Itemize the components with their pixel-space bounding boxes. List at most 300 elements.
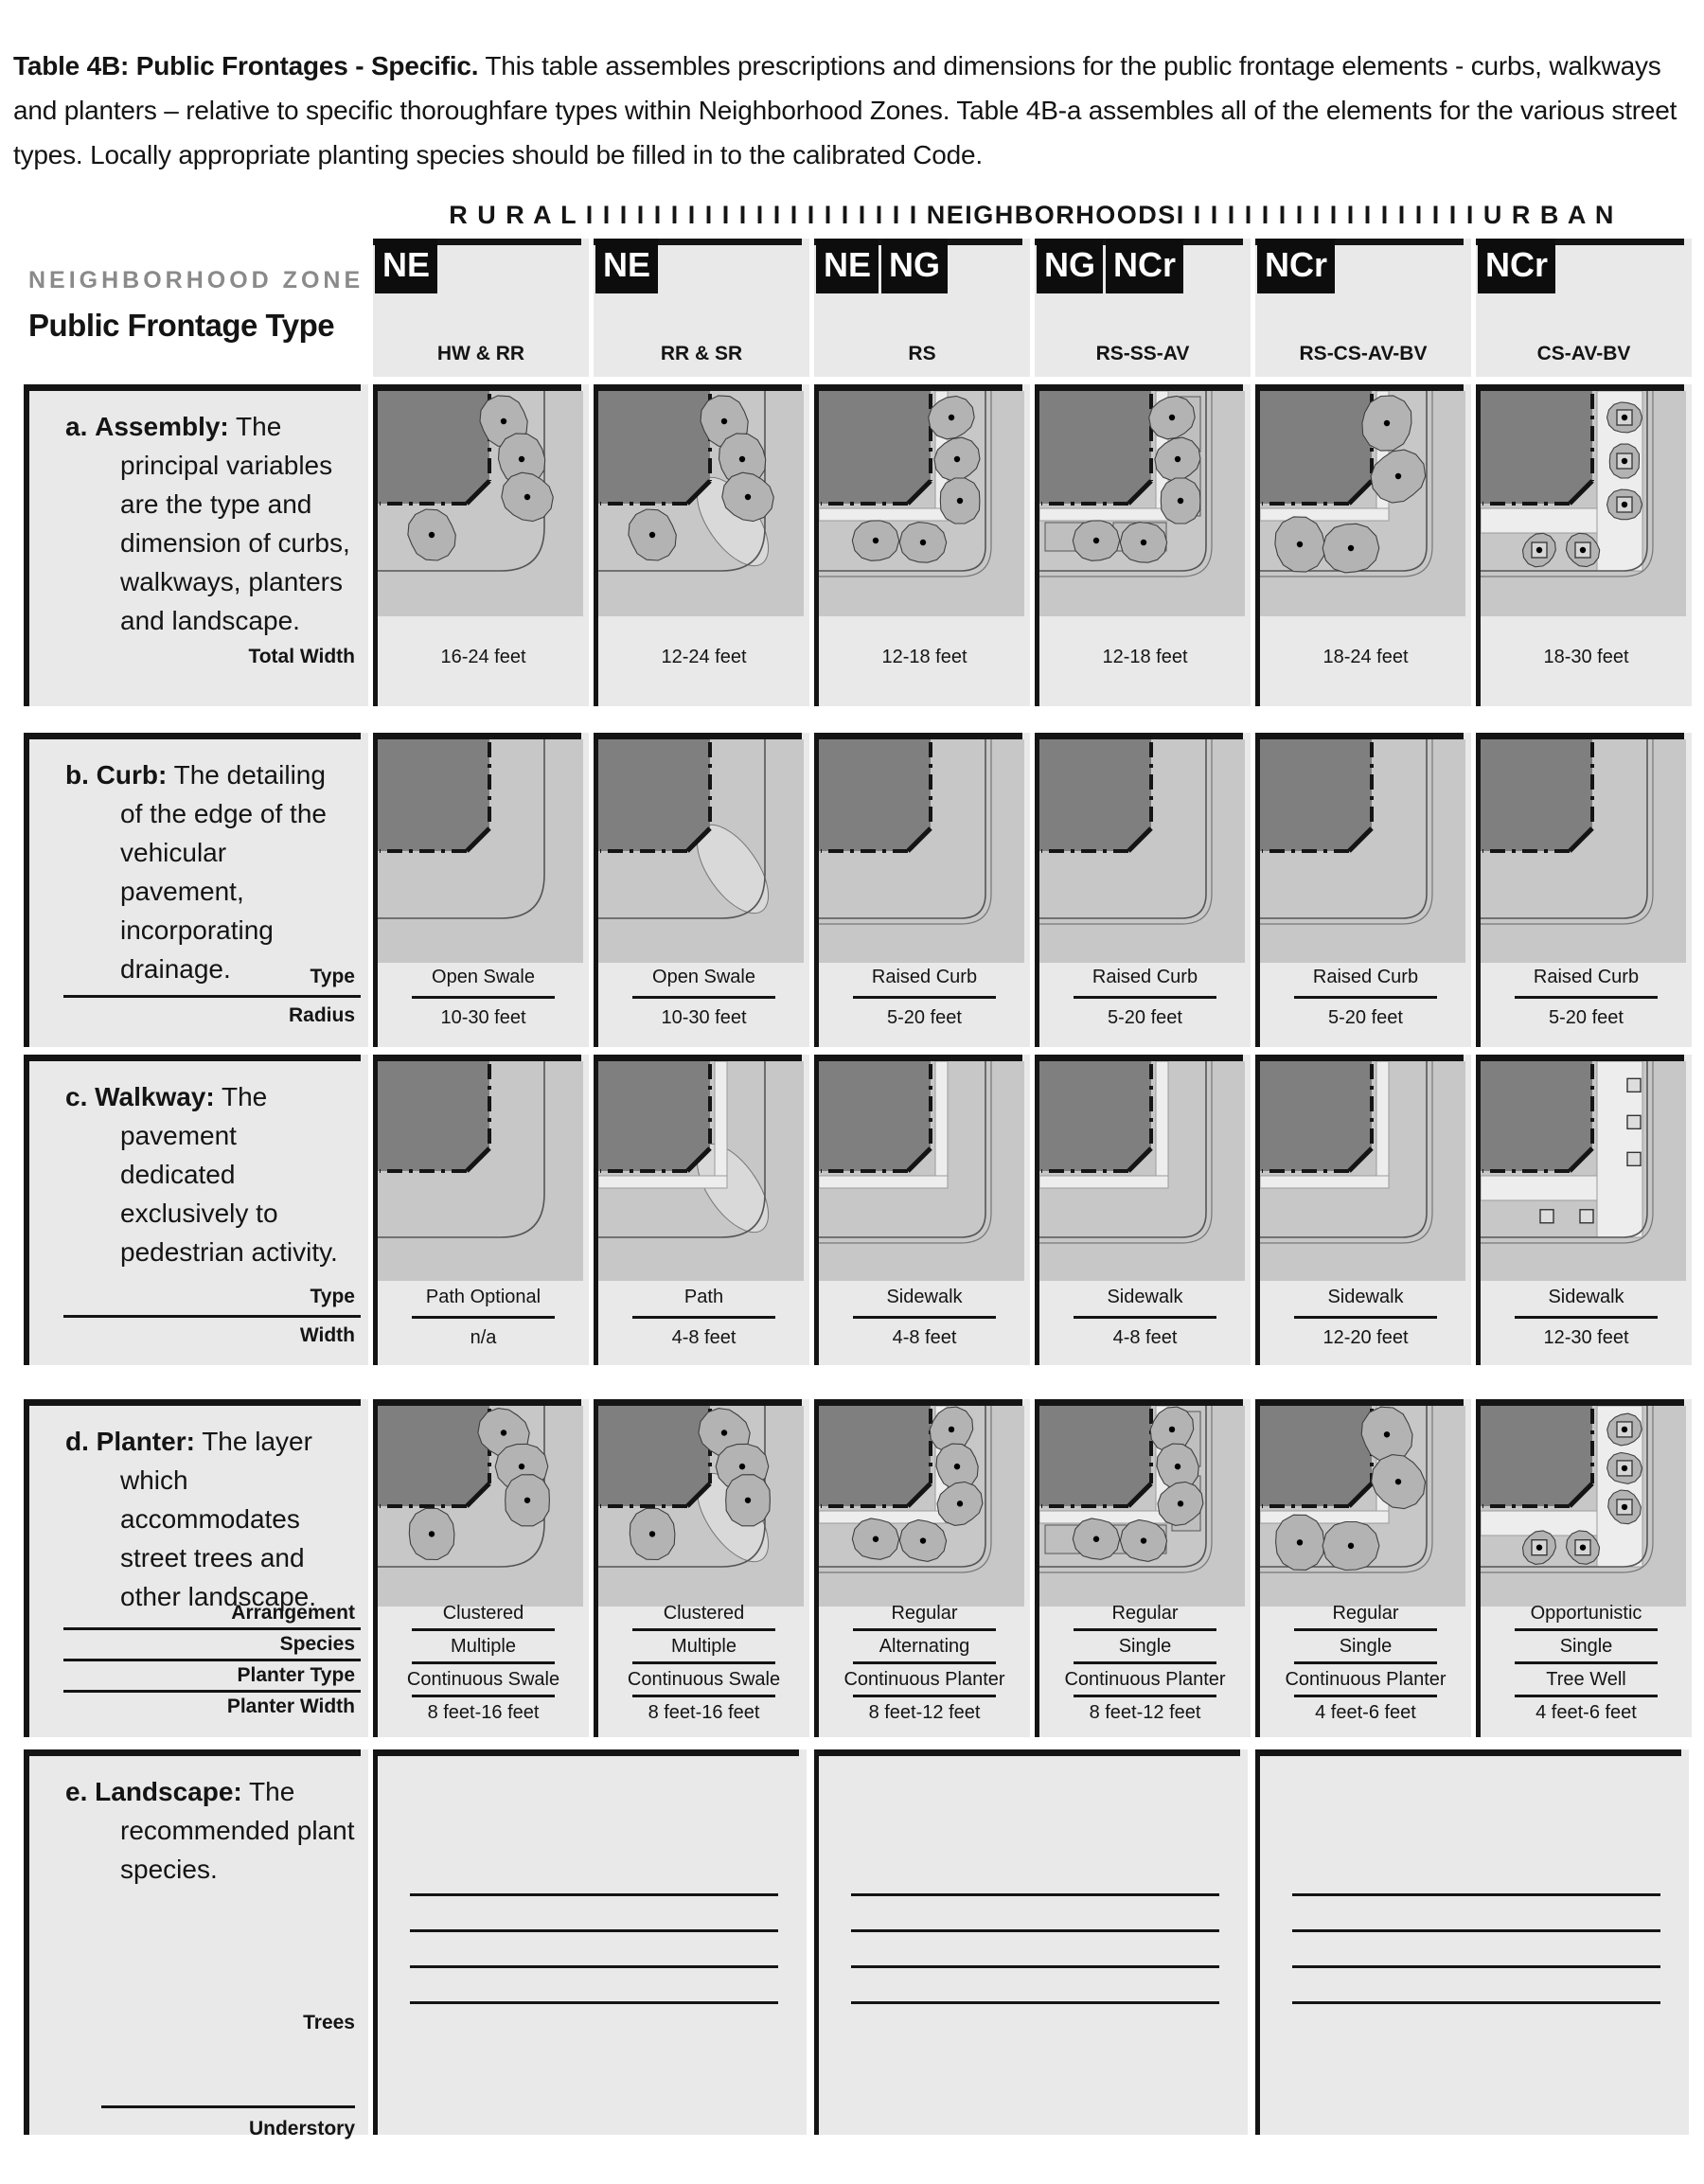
cell-value: Open Swale <box>432 967 535 987</box>
cell-values <box>378 642 589 672</box>
cell-top-bar <box>1035 733 1243 739</box>
cell-value: 8 feet-12 feet <box>868 1702 981 1723</box>
zone-badge: NE <box>375 239 437 293</box>
blank-line <box>1292 1929 1660 1932</box>
tree-center-dot <box>1297 1539 1303 1545</box>
thoroughfare-label: RS <box>908 343 936 364</box>
thoroughfare-label: RS-CS-AV-BV <box>1299 343 1428 364</box>
cell-top-bar <box>1476 733 1684 739</box>
frontage-cell <box>373 733 589 1047</box>
tree-center-dot <box>739 456 745 462</box>
cell-top-bar <box>1035 1399 1243 1406</box>
panel-top-bar <box>24 733 361 739</box>
cell-value: 5-20 feet <box>887 1007 962 1028</box>
street-corner-diagram <box>1481 1061 1692 1281</box>
zone-badges <box>1478 239 1558 293</box>
sidewalk-wide <box>1481 508 1597 533</box>
sidewalk-strip <box>1156 1061 1168 1188</box>
row-letter: e. <box>65 1777 88 1806</box>
cell-value: 8 feet-12 feet <box>1089 1702 1201 1723</box>
sidewalk-strip <box>819 1176 948 1188</box>
cell-values <box>1481 1602 1692 1724</box>
cell-value: 12-18 feet <box>881 647 967 667</box>
building-block <box>378 1061 489 1171</box>
sidewalk-strip <box>598 1176 727 1188</box>
cell-values <box>1039 1602 1251 1724</box>
tree-center-dot <box>873 538 879 543</box>
tree-center-dot <box>1395 473 1401 479</box>
cell-values <box>1481 962 1692 1033</box>
sidewalk-strip <box>1260 1511 1389 1523</box>
tree-center-dot <box>1384 1431 1390 1437</box>
cell-value: Sidewalk <box>1107 1287 1183 1307</box>
zone-header-cell <box>1035 239 1251 377</box>
tree-center-dot <box>429 532 435 538</box>
cell-value: 18-30 feet <box>1543 647 1629 667</box>
street-corner-diagram <box>1039 1406 1251 1607</box>
cell-values <box>1260 962 1471 1033</box>
row-term: Planter: <box>96 1427 195 1456</box>
zone-badge: NE <box>816 239 879 293</box>
cell-top-bar <box>814 733 1022 739</box>
cell-value: Raised Curb <box>1092 967 1198 987</box>
sidewalk-wide <box>1481 1176 1597 1200</box>
cell-value: Regular <box>891 1603 958 1624</box>
frontage-cell <box>1255 733 1471 1047</box>
frontage-cell <box>373 1399 589 1737</box>
tree-center-dot <box>1348 1543 1354 1549</box>
street-corner-diagram <box>1039 1061 1251 1281</box>
building-block <box>1481 1406 1592 1506</box>
cell-value: Single <box>1118 1636 1172 1657</box>
cell-top-bar <box>814 1055 1022 1061</box>
street-corner-diagram <box>819 739 1030 963</box>
sidewalk-strip <box>1039 508 1168 521</box>
tree-center-dot <box>1169 415 1175 420</box>
tree-center-dot <box>524 1498 530 1503</box>
field-label: Type <box>310 966 355 987</box>
tree-center-dot <box>1384 420 1390 426</box>
zone-header-cell <box>814 239 1030 377</box>
frontage-cell <box>1476 384 1692 706</box>
building-block <box>1481 1061 1592 1171</box>
rule-line <box>1515 996 1658 999</box>
tree-center-dot <box>1622 415 1627 420</box>
row-label-panel <box>24 384 368 706</box>
row-section-e <box>0 1749 1704 2140</box>
cell-value: 10-30 feet <box>440 1007 526 1028</box>
row-description <box>29 384 368 640</box>
rule-line <box>63 1627 361 1630</box>
row-letter: b. <box>65 760 89 790</box>
tree-center-dot <box>1580 1544 1586 1550</box>
cell-value: 12-20 feet <box>1322 1327 1409 1348</box>
rule-line <box>412 1628 555 1631</box>
blank-line <box>1292 1893 1660 1896</box>
rule-line <box>1294 1661 1437 1664</box>
cell-values <box>1039 1282 1251 1353</box>
building-block <box>598 1061 710 1171</box>
tree-center-dot <box>519 456 524 462</box>
rule-line <box>63 1315 361 1318</box>
tree-center-dot <box>721 418 727 424</box>
zone-badges <box>375 239 440 293</box>
rule-line <box>632 1695 775 1697</box>
row-label-panel <box>24 1055 368 1365</box>
row-description <box>29 1055 368 1271</box>
thoroughfare-label: RR & SR <box>660 343 743 364</box>
frontage-cell <box>1476 733 1692 1047</box>
landscape-fill-in-cell <box>814 1749 1248 2135</box>
street-corner-diagram <box>819 1061 1030 1281</box>
tree-center-dot <box>1622 458 1627 464</box>
cell-top-bar <box>594 1399 802 1406</box>
sidewalk-strip <box>1039 1176 1168 1188</box>
rule-line <box>63 1690 361 1693</box>
tree-center-dot <box>873 1536 879 1542</box>
building-block <box>1260 1061 1372 1171</box>
building-block <box>598 391 710 504</box>
cell-top-bar <box>814 1399 1022 1406</box>
cell-top-bar <box>1035 1055 1243 1061</box>
tree-center-dot <box>1178 1500 1183 1506</box>
building-block <box>1260 1406 1372 1506</box>
tree-center-dot <box>649 532 655 538</box>
frontage-cell <box>594 1399 809 1737</box>
rule-line <box>101 2105 355 2108</box>
frontage-cell <box>1476 1055 1692 1365</box>
rule-line <box>1294 996 1437 999</box>
rule-line <box>1515 1316 1658 1319</box>
street-corner-diagram <box>378 739 589 963</box>
landscape-fill-in-cell <box>1255 1749 1689 2135</box>
building-block <box>819 1061 931 1171</box>
rule-line <box>1074 1628 1216 1631</box>
row-description <box>29 1749 368 1889</box>
tree-center-dot <box>1622 1504 1627 1510</box>
tree-center-dot <box>957 1500 963 1506</box>
cell-value: Single <box>1559 1636 1613 1657</box>
frontage-cell <box>1035 1399 1251 1737</box>
tree-center-dot <box>1178 498 1183 504</box>
tree-center-dot <box>1536 547 1542 553</box>
street-corner-diagram <box>1039 739 1251 963</box>
table-title-body: This table assembles prescriptions and dimensions for the public frontage elements - curbs, walkways and planters – relative to specific thoroughfare types within Neighborhood Zones. Table 4B-a assembles all of the elements for the various street types. Locally appropriate planting species should be filled in to the calibrated Code. <box>13 51 1677 169</box>
tree-center-dot <box>1297 542 1303 547</box>
building-block <box>378 391 489 504</box>
cell-value: Clustered <box>442 1603 524 1624</box>
rule-line <box>853 996 996 999</box>
blank-line <box>410 1929 778 1932</box>
table-title-lead: Table 4B: Public Frontages - Specific. <box>13 51 479 80</box>
cell-value: 18-24 feet <box>1322 647 1409 667</box>
rule-line <box>63 995 361 998</box>
tree-center-dot <box>949 415 954 420</box>
tree-center-dot <box>1536 1544 1542 1550</box>
blank-line <box>1292 1965 1660 1968</box>
building-block <box>1481 739 1592 851</box>
street-corner-diagram <box>819 1406 1030 1607</box>
rule-line <box>412 1316 555 1319</box>
tree-center-dot <box>920 540 926 545</box>
row-label-panel <box>24 1749 368 2140</box>
zone-badge: NE <box>595 239 658 293</box>
tree-center-dot <box>429 1531 435 1536</box>
cell-value: Path Optional <box>425 1287 541 1307</box>
sidewalk-strip <box>715 1061 727 1188</box>
row-term: Walkway: <box>95 1082 215 1111</box>
cell-top-bar <box>1476 1055 1684 1061</box>
cell-value: Continuous Planter <box>1064 1669 1226 1690</box>
cell-values <box>378 1602 589 1724</box>
cell-top-bar <box>373 733 581 739</box>
row-section-d <box>0 1399 1704 1737</box>
cell-value: 4-8 feet <box>671 1327 737 1348</box>
rule-line <box>853 1628 996 1631</box>
frontage-cell <box>1035 733 1251 1047</box>
street-corner-diagram <box>1039 391 1251 616</box>
cell-top-bar <box>814 1749 1240 1756</box>
frontage-cell <box>1255 384 1471 706</box>
panel-top-bar <box>24 384 361 391</box>
tree-center-dot <box>954 1464 960 1469</box>
landscape-fill-in-cell <box>373 1749 807 2135</box>
cell-value: Multiple <box>451 1636 516 1657</box>
zone-badge: NCr <box>1478 239 1555 293</box>
cell-top-bar <box>1255 384 1464 391</box>
row-label-panel <box>24 1399 368 1737</box>
tree-well <box>1627 1115 1641 1128</box>
cell-value: 10-30 feet <box>661 1007 747 1028</box>
public-frontage-type-label: Public Frontage Type <box>28 308 335 343</box>
tree-center-dot <box>524 494 530 500</box>
tree-well <box>1627 1078 1641 1092</box>
cell-value: 4-8 feet <box>1112 1327 1178 1348</box>
tree-well <box>1540 1210 1553 1223</box>
cell-value: Continuous Swale <box>406 1669 560 1690</box>
frontage-cell <box>373 384 589 706</box>
zone-badge: NG <box>1037 239 1103 293</box>
cell-top-bar <box>1035 384 1243 391</box>
cell-value: Alternating <box>879 1636 970 1657</box>
rule-line <box>1074 1695 1216 1697</box>
cell-value: Regular <box>1111 1603 1179 1624</box>
cell-value: 4-8 feet <box>892 1327 957 1348</box>
blank-line <box>851 1893 1219 1896</box>
street-corner-diagram <box>1260 391 1471 616</box>
rule-line <box>412 996 555 999</box>
field-labels <box>29 642 368 672</box>
cell-values <box>1260 1282 1471 1353</box>
frontage-cell <box>814 1055 1030 1365</box>
cell-top-bar <box>373 1749 799 1756</box>
frontage-cell <box>1035 384 1251 706</box>
cell-value: Open Swale <box>652 967 755 987</box>
rule-line <box>1074 1316 1216 1319</box>
row-letter: d. <box>65 1427 89 1456</box>
street-corner-diagram <box>598 1061 809 1281</box>
rule-line <box>853 1661 996 1664</box>
cell-value: Path <box>683 1287 724 1307</box>
street-corner-diagram <box>598 391 809 616</box>
frontage-cell <box>594 1055 809 1365</box>
cell-value: Continuous Swale <box>627 1669 781 1690</box>
row-desc-text: The detailing of the edge of the vehicular pavement, incorporating drainage. <box>120 760 327 984</box>
frontage-cell <box>1476 1399 1692 1737</box>
street-corner-diagram <box>378 1406 589 1607</box>
cell-values <box>598 642 809 672</box>
rule-line <box>1074 996 1216 999</box>
cell-values <box>598 1602 809 1724</box>
street-corner-diagram <box>378 391 589 616</box>
tree-center-dot <box>1622 1427 1627 1432</box>
row-desc-text: The layer which accommodates street trees and other landscape. <box>120 1427 317 1611</box>
neighborhood-zone-label: NEIGHBORHOOD ZONE <box>28 267 364 293</box>
blank-line <box>410 1965 778 1968</box>
cell-top-bar <box>1255 1749 1681 1756</box>
field-label: Total Width <box>248 646 355 667</box>
tree-center-dot <box>1093 1536 1099 1542</box>
row-description <box>29 1399 368 1616</box>
rule-line <box>1294 1628 1437 1631</box>
cell-value: Opportunistic <box>1530 1603 1642 1624</box>
cell-value: Sidewalk <box>1548 1287 1624 1307</box>
row-section-a <box>0 384 1704 706</box>
cell-top-bar <box>373 1399 581 1406</box>
row-term: Curb: <box>96 760 168 790</box>
zone-badges <box>1257 239 1338 293</box>
cell-values <box>598 1282 809 1353</box>
rule-line <box>412 1695 555 1697</box>
cell-value: 12-30 feet <box>1543 1327 1629 1348</box>
rule-line <box>853 1695 996 1697</box>
row-description <box>29 733 368 988</box>
tree-center-dot <box>1169 1427 1175 1432</box>
panel-top-bar <box>24 1055 361 1061</box>
frontage-cell <box>814 384 1030 706</box>
frontage-cell <box>594 384 809 706</box>
tree-center-dot <box>1622 1465 1627 1471</box>
sidewalk-strip <box>1376 1061 1389 1188</box>
cell-top-bar <box>373 1055 581 1061</box>
cell-value: 4 feet-6 feet <box>1315 1702 1416 1723</box>
cell-top-bar <box>1255 1399 1464 1406</box>
tree-center-dot <box>721 1429 727 1435</box>
building-block <box>1260 739 1372 851</box>
rule-line <box>1074 1661 1216 1664</box>
rule-line <box>632 1628 775 1631</box>
cell-top-bar <box>1476 1399 1684 1406</box>
tree-center-dot <box>1141 540 1146 545</box>
building-block <box>598 1406 710 1506</box>
row-letter: c. <box>65 1082 88 1111</box>
rule-line <box>1294 1695 1437 1697</box>
zone-badge: NG <box>881 239 948 293</box>
blank-line <box>410 1893 778 1896</box>
tree-center-dot <box>1093 538 1099 543</box>
cell-values <box>1481 642 1692 672</box>
sidewalk-strip <box>1260 508 1389 521</box>
zone-header-cell <box>1476 239 1692 377</box>
blank-line <box>851 1965 1219 1968</box>
frontage-cell <box>594 733 809 1047</box>
cell-top-bar <box>594 1055 802 1061</box>
row-desc-text: The pavement dedicated exclusively to pedestrian activity. <box>120 1082 338 1267</box>
tree-center-dot <box>649 1531 655 1536</box>
field-labels <box>29 1282 368 1351</box>
cell-value: 8 feet-16 feet <box>648 1702 760 1723</box>
cell-top-bar <box>373 384 581 391</box>
street-corner-diagram <box>1481 1406 1692 1607</box>
tree-center-dot <box>1348 545 1354 551</box>
rule-line <box>632 996 775 999</box>
field-label: Radius <box>288 1004 355 1026</box>
thoroughfare-label: RS-SS-AV <box>1095 343 1190 364</box>
tree-center-dot <box>957 498 963 504</box>
building-block <box>819 1406 931 1506</box>
frontage-cell <box>1035 1055 1251 1365</box>
field-label: Planter Width <box>226 1696 355 1717</box>
building-block <box>1039 391 1151 504</box>
zone-badge: NCr <box>1106 239 1183 293</box>
building-block <box>1039 1061 1151 1171</box>
row-term: Landscape: <box>95 1777 242 1806</box>
tree-center-dot <box>949 1427 954 1432</box>
building-block <box>378 1406 489 1506</box>
field-labels <box>29 1602 368 1718</box>
thoroughfare-label: CS-AV-BV <box>1536 343 1631 364</box>
street-corner-diagram <box>378 1061 589 1281</box>
tree-center-dot <box>739 1464 745 1469</box>
building-block <box>1039 1406 1151 1506</box>
transect-band: R U R A L I I I I I I I I I I I I I I I I I I I I NEIGHBORHOODSI I I I I I I I I I I I I I I I I I U R B A N <box>449 201 1615 229</box>
cell-value: 12-18 feet <box>1102 647 1188 667</box>
zone-badges <box>816 239 950 293</box>
frontage-cell <box>1255 1055 1471 1365</box>
tree-center-dot <box>1175 456 1180 462</box>
tree-center-dot <box>920 1537 926 1543</box>
cell-value: 16-24 feet <box>440 647 526 667</box>
building-block <box>378 739 489 851</box>
cell-values <box>1481 1282 1692 1353</box>
cell-values <box>1039 962 1251 1033</box>
cell-values <box>598 962 809 1033</box>
field-label: Species <box>279 1633 355 1655</box>
field-labels <box>29 962 368 1031</box>
zone-badge: NCr <box>1257 239 1335 293</box>
cell-value: n/a <box>470 1327 497 1348</box>
cell-values <box>819 642 1030 672</box>
tree-center-dot <box>954 456 960 462</box>
rule-line <box>1515 1628 1658 1631</box>
street-corner-diagram <box>1260 1061 1471 1281</box>
cell-value: Raised Curb <box>1533 967 1640 987</box>
row-section-b <box>0 733 1704 1047</box>
tree-center-dot <box>519 1464 524 1469</box>
cell-top-bar <box>1476 384 1684 391</box>
row-letter: a. <box>65 412 88 441</box>
rule-line <box>1515 1661 1658 1664</box>
zone-header-cell <box>1255 239 1471 377</box>
street-corner-diagram <box>819 391 1030 616</box>
sidewalk-strip <box>1260 1176 1389 1188</box>
street-corner-diagram <box>1260 739 1471 963</box>
tree-center-dot <box>745 1498 751 1503</box>
field-label: Trees <box>303 2012 355 2033</box>
cell-values <box>1260 1602 1471 1724</box>
street-corner-diagram <box>598 1406 809 1607</box>
cell-top-bar <box>594 733 802 739</box>
